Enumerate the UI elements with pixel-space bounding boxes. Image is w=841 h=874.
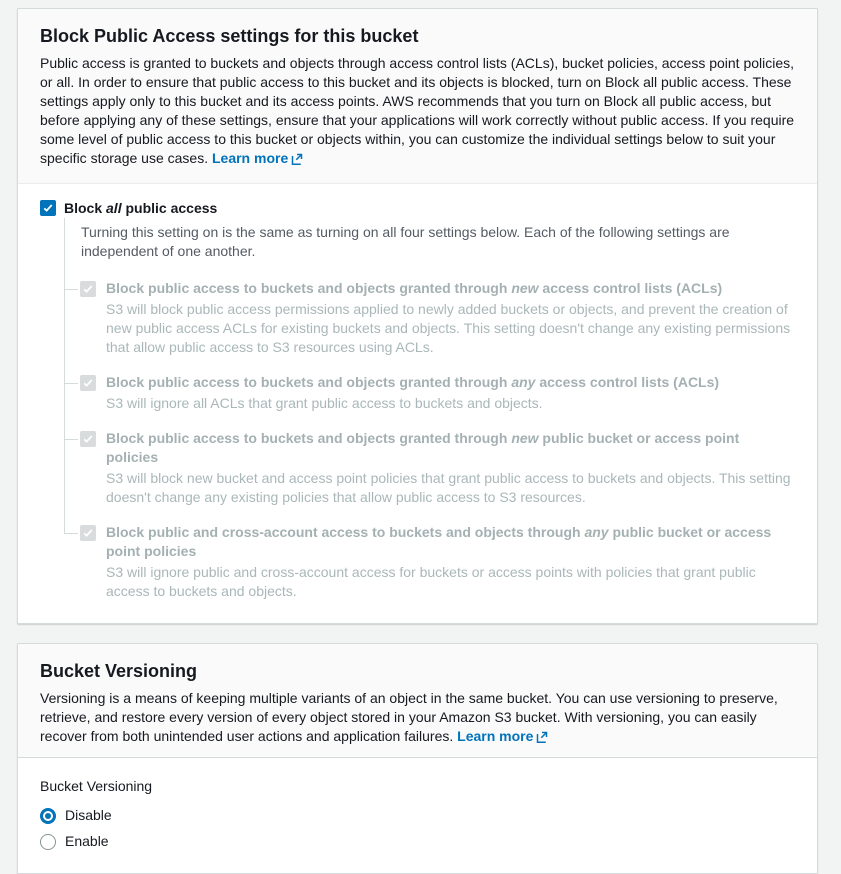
sub-setting-checkbox-disabled — [80, 431, 96, 447]
block-public-access-card — [17, 8, 818, 624]
block-all-public-access-row — [40, 199, 795, 218]
next-card-top-edge — [17, 757, 818, 762]
block-all-public-access-label[interactable]: Block all public access — [64, 200, 218, 216]
bucket-versioning-field-label: Bucket Versioning — [40, 778, 153, 794]
sub-setting-title: Block public access to buckets and objects granted through new access control lists (ACLs) — [106, 280, 723, 296]
block-all-public-access-description: Turning this setting on is the same as turning on all four settings below. Each of the following settings are independent of one another. — [64, 218, 795, 263]
sub-setting-description: S3 will ignore all ACLs that grant public access to buckets and objects. — [106, 395, 543, 411]
sub-setting-title: Block public access to buckets and objects granted through any access control lists (ACLs) — [106, 374, 720, 390]
sub-setting-checkbox-disabled — [80, 281, 96, 297]
learn-more-link[interactable]: Learn more — [212, 150, 303, 166]
sub-setting-description: S3 will block public access permissions applied to newly added buckets or objects, and prevent the creation of new public access ACLs for existing buckets and objects. This setting doesn't change any existing permissions that allow public access to S3 resources using ACLs. — [106, 301, 791, 355]
block-public-access-sub-settings — [64, 279, 795, 601]
versioning-enable-radio[interactable] — [40, 834, 56, 850]
sub-setting-title: Block public access to buckets and objects granted through new public bucket or access point policies — [106, 430, 740, 465]
sub-setting-checkbox-disabled — [80, 375, 96, 391]
versioning-disable-radio[interactable] — [40, 808, 56, 824]
external-link-icon — [536, 729, 548, 748]
block-public-access-description: Public access is granted to buckets and objects through access control lists (ACLs), bucket policies, access point policies, or all. In order to ensure that public access to this bucket and its objects is blocked, turn on Block all public access. These settings apply only to this bucket and its access points. AWS recommends that you turn on Block all public access, but before applying any of these settings, ensure that your applications will work correctly without public access. If you require some level of public access to this bucket or objects within, you can customize the individual settings below to suit your specific storage use cases. Learn more — [40, 54, 795, 170]
versioning-disable-label[interactable]: Disable — [65, 807, 112, 823]
block-public-access-title: Block Public Access settings for this bucket — [40, 26, 419, 46]
sub-setting-title: Block public and cross-account access to buckets and objects through any public bucket or access point policies — [106, 524, 772, 559]
sub-setting-block-any-policies — [64, 523, 795, 601]
sub-setting-description: S3 will block new bucket and access point policies that grant public access to buckets and objects. This setting doesn't change any existing policies that allow public access to S3 resources. — [106, 470, 791, 505]
sub-setting-description: S3 will ignore public and cross-account access for buckets or access points with policies that grant public access to buckets and objects. — [106, 564, 756, 599]
block-public-access-body — [18, 184, 817, 623]
versioning-enable-label[interactable]: Enable — [65, 833, 109, 849]
sub-setting-block-any-acls — [64, 373, 795, 413]
learn-more-link[interactable]: Learn more — [457, 728, 548, 744]
sub-setting-checkbox-disabled — [80, 525, 96, 541]
external-link-icon — [291, 151, 303, 170]
s3-create-bucket-settings-page — [0, 8, 841, 849]
sub-setting-block-new-acls — [64, 279, 795, 357]
versioning-enable-option — [40, 832, 795, 851]
block-all-public-access-checkbox[interactable] — [40, 200, 56, 216]
block-public-access-header — [18, 9, 817, 184]
sub-setting-block-new-policies — [64, 429, 795, 507]
bucket-versioning-title: Bucket Versioning — [40, 661, 198, 681]
bucket-versioning-body — [18, 762, 817, 873]
versioning-disable-option — [40, 806, 795, 825]
bucket-versioning-header — [18, 644, 817, 762]
bucket-versioning-description: Versioning is a means of keeping multiple variants of an object in the same bucket. You can use versioning to preserve, retrieve, and restore every version of every object stored in your Amazon S3 bucket. With versioning, you can easily recover from both unintended user actions and application failures. Learn more — [40, 689, 795, 748]
